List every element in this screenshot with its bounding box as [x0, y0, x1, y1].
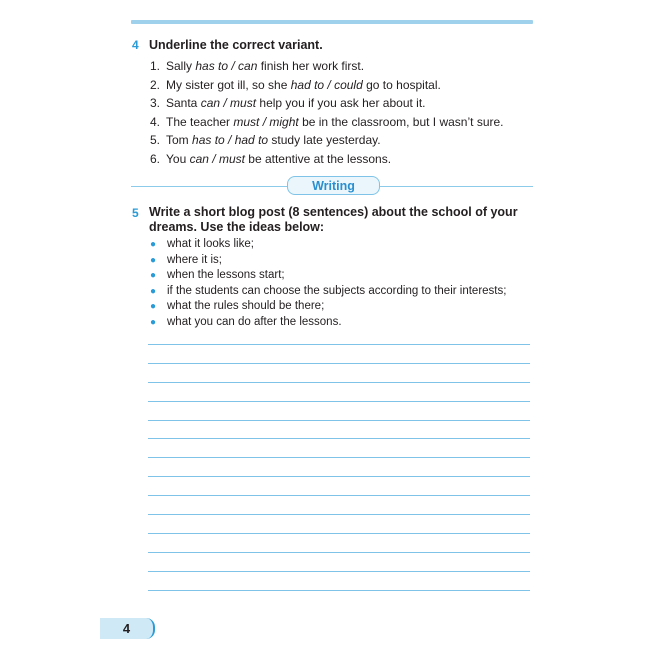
writing-line — [148, 363, 530, 364]
list-item: 1. Sally has to / can finish her work first. — [150, 59, 365, 73]
writing-line — [148, 382, 530, 383]
list-item: ● what the rules should be there; — [150, 299, 506, 315]
section-divider-left — [131, 186, 287, 187]
variant-options: must / might — [233, 114, 299, 129]
bullet-icon: ● — [150, 254, 157, 266]
section-divider-right — [380, 186, 533, 187]
list-item: 5. Tom has to / had to study late yesterday. — [150, 133, 381, 148]
writing-line — [148, 533, 530, 534]
variant-options: can / must — [200, 96, 257, 111]
list-item: 2. My sister got ill, so she had to / could go to hospital. — [150, 77, 441, 92]
writing-area[interactable] — [148, 344, 530, 608]
writing-line — [148, 476, 530, 477]
top-rule — [131, 20, 533, 24]
page-number: 4 — [100, 618, 155, 639]
task-title: Write a short blog post (8 sentences) about the school of your dreams. Use the ideas below: — [149, 205, 518, 234]
bullet-icon: ● — [150, 301, 157, 313]
bullet-icon: ● — [150, 270, 157, 282]
variant-options: has to / had to — [192, 133, 269, 148]
writing-line — [148, 514, 530, 515]
writing-line — [148, 344, 530, 345]
task-title: Underline the correct variant. — [149, 38, 323, 52]
bullet-icon: ● — [150, 239, 157, 250]
list-item: ● what it looks like; — [150, 237, 506, 253]
section-label-writing: Writing — [287, 176, 380, 195]
list-item: 4. The teacher must / might be in the classroom, but I wasn’t sure. — [150, 114, 504, 129]
task-5-ideas — [150, 237, 506, 331]
task-4-heading — [132, 36, 323, 54]
bullet-icon: ● — [150, 316, 157, 328]
writing-line — [148, 457, 530, 458]
task-4-items — [150, 57, 504, 169]
bullet-icon: ● — [150, 285, 157, 297]
writing-line — [148, 420, 530, 421]
writing-line — [148, 495, 530, 496]
list-item: ● when the lessons start; — [150, 268, 506, 284]
writing-line — [148, 571, 530, 572]
variant-options: has to / can — [195, 59, 258, 73]
list-item: 6. You can / must be attentive at the lessons. — [150, 151, 392, 166]
writing-line — [148, 552, 530, 553]
list-item: ● where it is; — [150, 253, 506, 269]
list-item: ● what you can do after the lessons. — [150, 315, 506, 331]
writing-line — [148, 438, 530, 439]
task-number: 4 — [132, 38, 139, 52]
variant-options: can / must — [189, 151, 245, 166]
variant-options: had to / could — [290, 77, 363, 92]
writing-line — [148, 401, 530, 402]
writing-line — [148, 590, 530, 591]
list-item: ● if the students can choose the subjects according to their interests; — [150, 284, 506, 300]
task-5-heading — [132, 205, 552, 235]
task-number: 5 — [132, 206, 139, 220]
list-item: 3. Santa can / must help you if you ask her about it. — [150, 96, 426, 111]
